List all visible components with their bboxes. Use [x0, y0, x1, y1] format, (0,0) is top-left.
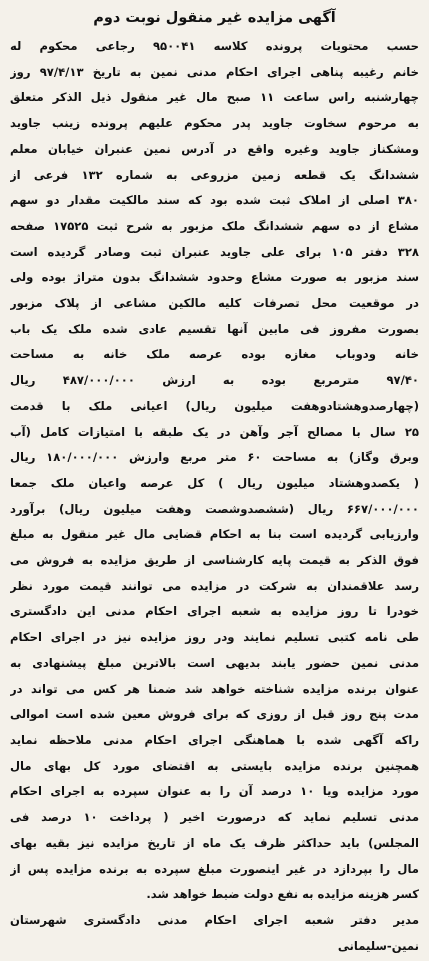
notice-line: وبرق وگاز) به مساحت ۶۰ متر مربع وارزش ۱۸۰/۰۰۰/۰۰۰ ریال	[10, 450, 419, 465]
notice-line: عنوان برنده مزایده شناخته خواهد شد ضمنا هر کس می تواند در	[10, 681, 419, 696]
notice-line: چهارشنبه راس ساعت ۱۱ صبح مال غیر منقول ذیل الذکر متعلق	[10, 90, 419, 105]
notice-line: بصورت مفروز فی مابین آنها تقسیم عادی شده ملک یک باب	[10, 321, 419, 336]
notice-line: مدت پنج روز قبل از روزی که برای فروش معین شده است اموالی	[10, 707, 419, 722]
notice-line: المجلس) باید حداکثر ظرف یک ماه از تاریخ مزایده نیز بقیه بهای	[10, 835, 419, 850]
signature-line: نمین-سلیمانی	[337, 938, 419, 953]
notice-line: طی نامه کتبی تسلیم نمایند ودر روز مزایده نیز در اجرای احکام	[10, 630, 419, 645]
notice-line: همچنین برنده مزایده بایستی به اقتضای مورد کل بهای مال	[10, 758, 419, 773]
notice-signature	[10, 908, 419, 959]
notice-line: کسر هزینه مزایده به نفع دولت ضبط خواهد شد.	[146, 887, 419, 902]
notice-line: ( یکصدوهشتاد میلیون ریال ) کل عرصه واعیان ملک جمعا	[10, 475, 419, 490]
notice-line: به مرحوم سخاوت جاوید پدر محکوم علیهم پرونده زینب جاوید	[10, 116, 419, 131]
notice-line: وارزیابی گردیده است بنا به احکام قضایی مال غیر منقول به مبلغ	[10, 527, 419, 542]
notice-line: مورد مزایده ویا ۱۰ درصد آن را به عنوان سپرده به اجرای احکام	[10, 784, 419, 799]
notice-line: مدنی تسلیم نماید که درصورت اخیر ( پرداخت ۱۰ درصد فی	[10, 810, 419, 825]
notice-line: ۳۲۸ دفتر ۱۰۵ برای علی جاوید عنبران ثبت وصادر گردیده است	[10, 244, 419, 259]
notice-line: خانه ودوباب مغازه بوده عرصه ملک خانه به مساحت	[10, 347, 419, 362]
notice-line: راکه آگهی شده با هماهنگی اجرای احکام مدنی ملاحظه نماید	[10, 732, 419, 747]
notice-line: ۹۷/۴۰ مترمربع بوده به ارزش ۴۸۷/۰۰۰/۰۰۰ ریال	[10, 373, 419, 388]
notice-line: مدنی نمین حضور یابند بدیهی است بالاترین مبلغ پیشنهادی به	[10, 655, 419, 670]
notice-line: ۶۶۷/۰۰۰/۰۰۰ ریال (ششصدوشصت وهفت میلیون ریال) برآورد	[10, 501, 419, 516]
notice-line: (چهارصدوهشتادوهفت میلیون ریال) اعیانی ملک با قدمت	[10, 398, 419, 413]
notice-line: خودرا تا روز مزایده به شعبه اجرای احکام مدنی این دادگستری	[10, 604, 419, 619]
notice-line: ۲۵ سال با مصالح آجر وآهن در یک طبقه با امتیازات کامل (آب	[10, 424, 419, 439]
notice-line: خانم رغیبه پناهی اجرای احکام مدنی نمین به تاریخ ۹۷/۴/۱۳ روز	[10, 64, 419, 79]
notice-line: حسب محتویات پرونده کلاسه ۹۵۰۰۴۱ رجاعی محکوم له	[10, 39, 419, 53]
notice-line: ومشکناز جاوید وغیره واقع در آدرس نمین عنبران خیابان معلم	[10, 141, 419, 156]
signature-line: مدیر دفتر شعبه اجرای احکام مدنی دادگستری شهرستان	[10, 912, 419, 927]
notice-line: در موقعیت محل تصرفات کلیه مالکین مشاعی از پلاک مزبور	[10, 296, 419, 311]
notice-line: سند مزبور به صورت مشاع وحدود ششدانگ بدون متراژ بوده ولی	[10, 270, 419, 285]
notice-line: فوق الذکر به قیمت پایه کارشناسی از طریق مزایده به فروش می	[10, 553, 419, 568]
notice-line: ۳۸۰ اصلی از املاک ثبت شده بود که سند مالکیت مقدار دو سهم	[10, 193, 419, 208]
notice-line: ششدانگ یک قطعه زمین مزروعی به شماره ۱۳۲ فرعی از	[10, 167, 419, 182]
notice-line: رسد علاقمندان به شرکت در مزایده می توانند قیمت مورد نظر	[10, 578, 419, 593]
notice-line: مشاع از ده سهم ششدانگ ملک مزبور به شرح ثبت ۱۷۵۲۵ صفحه	[10, 218, 419, 233]
notice-body	[10, 34, 419, 908]
auction-notice	[6, 4, 423, 955]
notice-title: آگهی مزایده غیر منقول نوبت دوم	[93, 10, 336, 26]
notice-line: مال را بپردازد در غیر اینصورت مبلغ سپرده به برنده مزایده پس از	[10, 861, 419, 876]
